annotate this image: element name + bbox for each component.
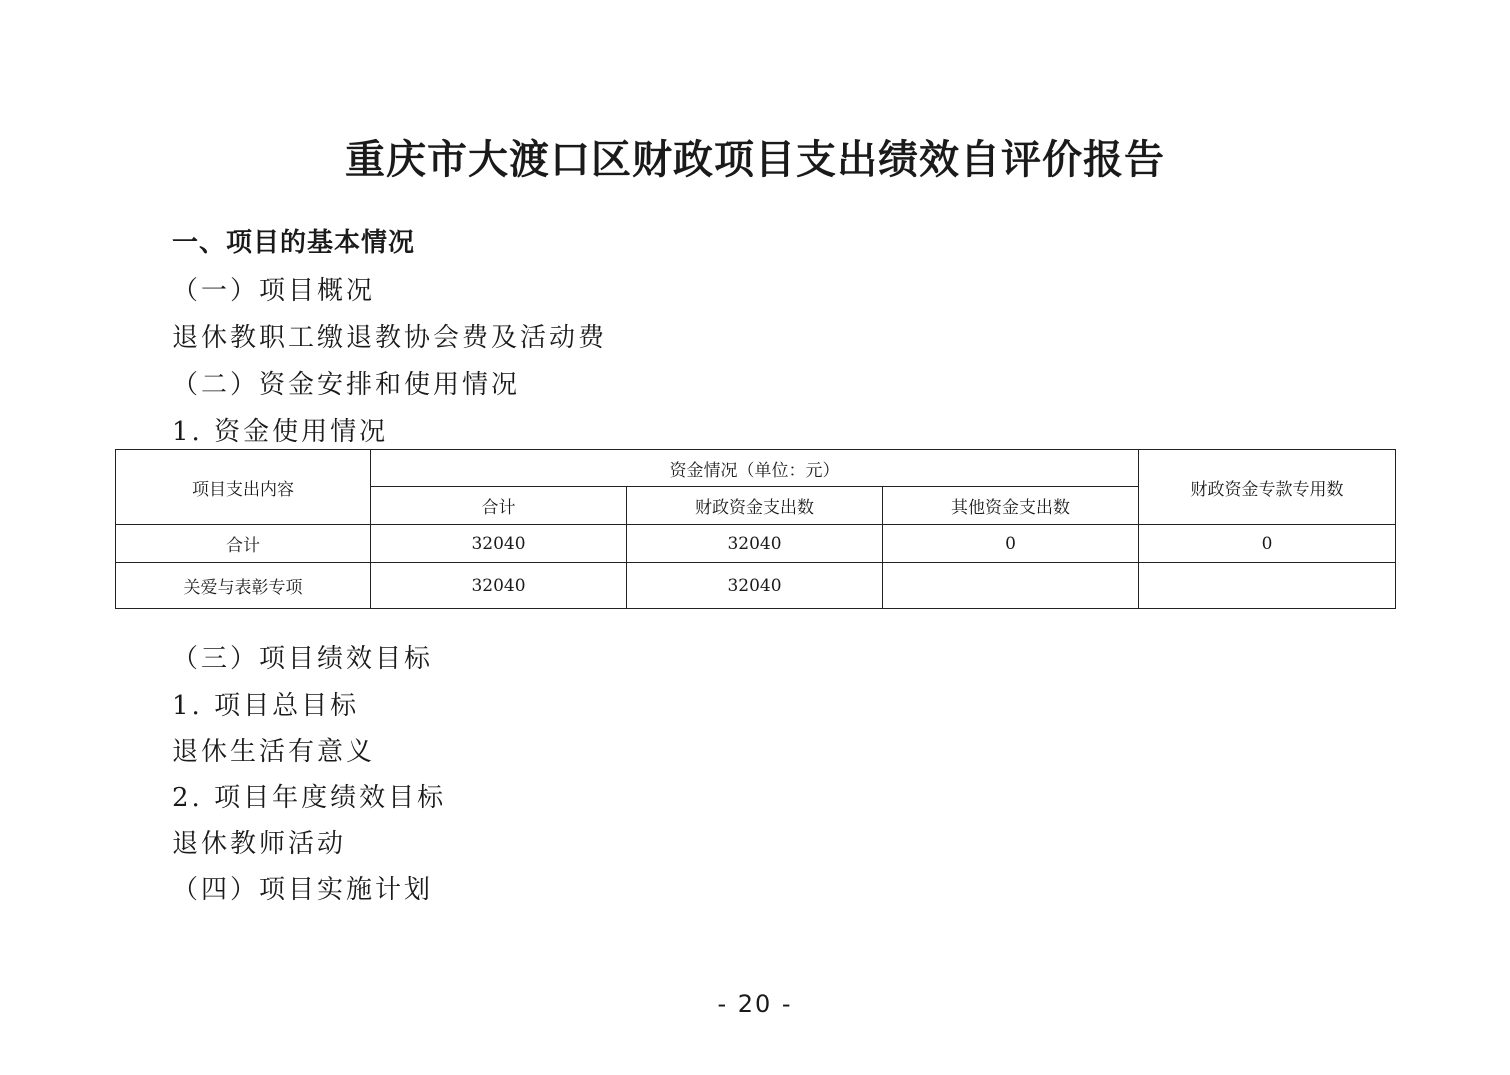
page-number: - 20 - bbox=[717, 990, 793, 1018]
header-content: 项目支出内容 bbox=[116, 450, 371, 525]
header-special: 财政资金专款专用数 bbox=[1139, 450, 1396, 525]
annual-goal-text: 退休教师活动 bbox=[172, 829, 347, 859]
cell-fiscal: 32040 bbox=[627, 525, 883, 563]
funds-table bbox=[115, 449, 1396, 609]
subsection-heading-goals: （三）项目绩效目标 bbox=[172, 644, 434, 674]
cell-other: 0 bbox=[883, 525, 1139, 563]
cell-total: 32040 bbox=[371, 525, 627, 563]
table-row bbox=[116, 525, 1396, 563]
cell-total: 32040 bbox=[371, 563, 627, 609]
overview-text: 退休教职工缴退教协会费及活动费 bbox=[172, 323, 608, 353]
cell-name: 关爱与表彰专项 bbox=[116, 563, 371, 609]
cell-fiscal: 32040 bbox=[627, 563, 883, 609]
cell-name: 合计 bbox=[116, 525, 371, 563]
funds-usage-heading: 1. 资金使用情况 bbox=[172, 417, 389, 447]
overall-goal-heading: 1. 项目总目标 bbox=[172, 691, 360, 721]
cell-other bbox=[883, 563, 1139, 609]
header-fiscal: 财政资金支出数 bbox=[627, 487, 883, 525]
header-total: 合计 bbox=[371, 487, 627, 525]
cell-special: 0 bbox=[1139, 525, 1396, 563]
annual-goal-heading: 2. 项目年度绩效目标 bbox=[172, 783, 447, 813]
cell-special bbox=[1139, 563, 1396, 609]
table-row bbox=[116, 563, 1396, 609]
overall-goal-text: 退休生活有意义 bbox=[172, 737, 376, 767]
subsection-heading-overview: （一）项目概况 bbox=[172, 276, 376, 306]
subsection-heading-plan: （四）项目实施计划 bbox=[172, 875, 434, 905]
subsection-heading-funds: （二）资金安排和使用情况 bbox=[172, 370, 521, 400]
header-other: 其他资金支出数 bbox=[883, 487, 1139, 525]
section-heading-basic-info: 一、项目的基本情况 bbox=[172, 228, 416, 258]
header-funds-group: 资金情况（单位：元） bbox=[371, 450, 1139, 487]
page-title: 重庆市大渡口区财政项目支出绩效自评价报告 bbox=[345, 136, 1165, 183]
